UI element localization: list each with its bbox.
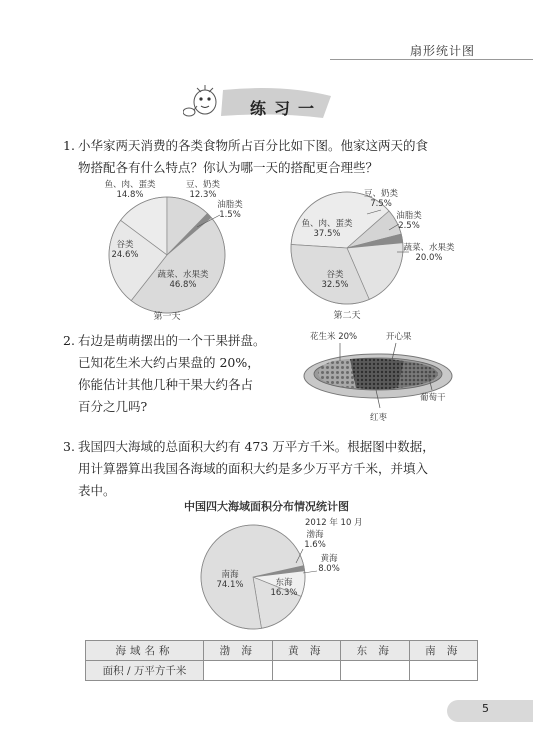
table-header-row: [86, 641, 478, 661]
mascot-icon: [183, 85, 216, 116]
slice-value-label: 2.5%: [398, 221, 420, 231]
table-header-cell: 渤 海: [204, 641, 273, 661]
tray-label-raisin: 葡萄干: [420, 393, 446, 403]
slice-value-label: 46.8%: [169, 280, 197, 290]
table-row: [86, 661, 478, 681]
header-rule: [330, 59, 533, 60]
question-2: [63, 330, 293, 420]
slice-value-label: 12.3%: [189, 190, 217, 200]
header-title: 扇形统计图: [409, 44, 475, 58]
chart-caption: 第一天: [153, 312, 181, 322]
slice-label: 南海: [221, 570, 239, 580]
slice-label: 蔬菜、水果类: [157, 270, 209, 280]
slice-value-label: 8.0%: [318, 564, 340, 574]
question-text-line: 百分之几吗?: [78, 399, 148, 414]
slice-label: 黄海: [320, 554, 338, 564]
slice-label: 东海: [275, 578, 293, 588]
question-text-line: 右边是萌萌摆出的一个干果拼盘。: [78, 333, 266, 348]
slice-label: 豆、奶类: [363, 189, 399, 199]
question-text-line: 表中。: [78, 483, 116, 498]
slice-value-label: 37.5%: [313, 229, 341, 239]
slice-value-label: 24.6%: [111, 250, 139, 260]
slice-label: 鱼、肉、蛋类: [104, 180, 156, 190]
tray-label-pistachio: 开心果: [386, 332, 412, 342]
question-text-line: 用计算器算出我国各海域的面积大约是多少万平方千米，并填入: [78, 461, 429, 476]
slice-label: 油脂类: [396, 211, 422, 221]
pie-chart-day2: [285, 180, 465, 325]
question-text-line: 已知花生米大约占果盘的 20%，: [78, 355, 260, 370]
slice-value-label: 32.5%: [321, 280, 349, 290]
pie-chart-day1: [95, 175, 245, 325]
question-3: [63, 436, 483, 502]
table-header-cell: 黄 海: [272, 641, 341, 661]
slice-value-label: 16.3%: [270, 588, 298, 598]
question-text-line: 物搭配各有什么特点？你认为哪一天的搭配更合理些？: [78, 160, 379, 175]
dried-fruit-tray: [300, 330, 460, 425]
slice-value-label: 1.6%: [304, 540, 326, 550]
page-number: 5: [482, 702, 489, 715]
slice-value-label: 1.5%: [219, 210, 241, 220]
section-title: 练习一: [250, 99, 323, 118]
pie-chart-seas: [195, 515, 395, 635]
slice-value-label: 7.5%: [370, 199, 392, 209]
question-1: [63, 135, 483, 179]
tray-label-redbean: 红枣: [370, 413, 388, 423]
slice-label: 豆、奶类: [185, 180, 221, 190]
question-number: 3.: [63, 439, 75, 454]
slice-value-label: 14.8%: [116, 190, 144, 200]
slice-label: 蔬菜、水果类: [403, 243, 455, 253]
question-text-line: 我国四大海域的总面积大约有 473 万平方千米。根据图中数据，: [78, 439, 435, 454]
answer-cell-nanhai[interactable]: [409, 661, 478, 681]
question-text-line: 小华家两天消费的各类食物所占百分比如下图。他家这两天的食: [78, 138, 429, 153]
chart-subtitle: 2012 年 10 月: [305, 518, 363, 528]
slice-label: 鱼、肉、蛋类: [301, 219, 353, 229]
question-number: 1.: [63, 138, 75, 153]
redbean-region: [350, 358, 404, 389]
question-number: 2.: [63, 333, 75, 348]
answer-cell-huanghai[interactable]: [272, 661, 341, 681]
page-number-tab: [447, 700, 533, 722]
answer-cell-bohai[interactable]: [204, 661, 273, 681]
answer-cell-donghai[interactable]: [341, 661, 410, 681]
sea-chart-title: 中国四大海域面积分布情况统计图: [184, 500, 349, 513]
table-row-label: 面积 / 万平方千米: [86, 661, 204, 681]
chart-caption: 第二天: [333, 311, 361, 321]
tray-label-peanut: 花生米 20%: [310, 332, 358, 342]
table-header-cell: 海域名称: [86, 641, 204, 661]
slice-label: 油脂类: [217, 200, 243, 210]
table-header-cell: 南 海: [409, 641, 478, 661]
slice-value-label: 20.0%: [415, 253, 443, 263]
table-header-cell: 东 海: [341, 641, 410, 661]
sea-area-table: [85, 640, 478, 681]
question-text-line: 你能估计其他几种干果大约各占: [78, 377, 254, 392]
slice-label: 渤海: [306, 530, 324, 540]
slice-label: 谷类: [116, 240, 134, 250]
slice-value-label: 74.1%: [216, 580, 244, 590]
slice-label: 谷类: [326, 270, 344, 280]
